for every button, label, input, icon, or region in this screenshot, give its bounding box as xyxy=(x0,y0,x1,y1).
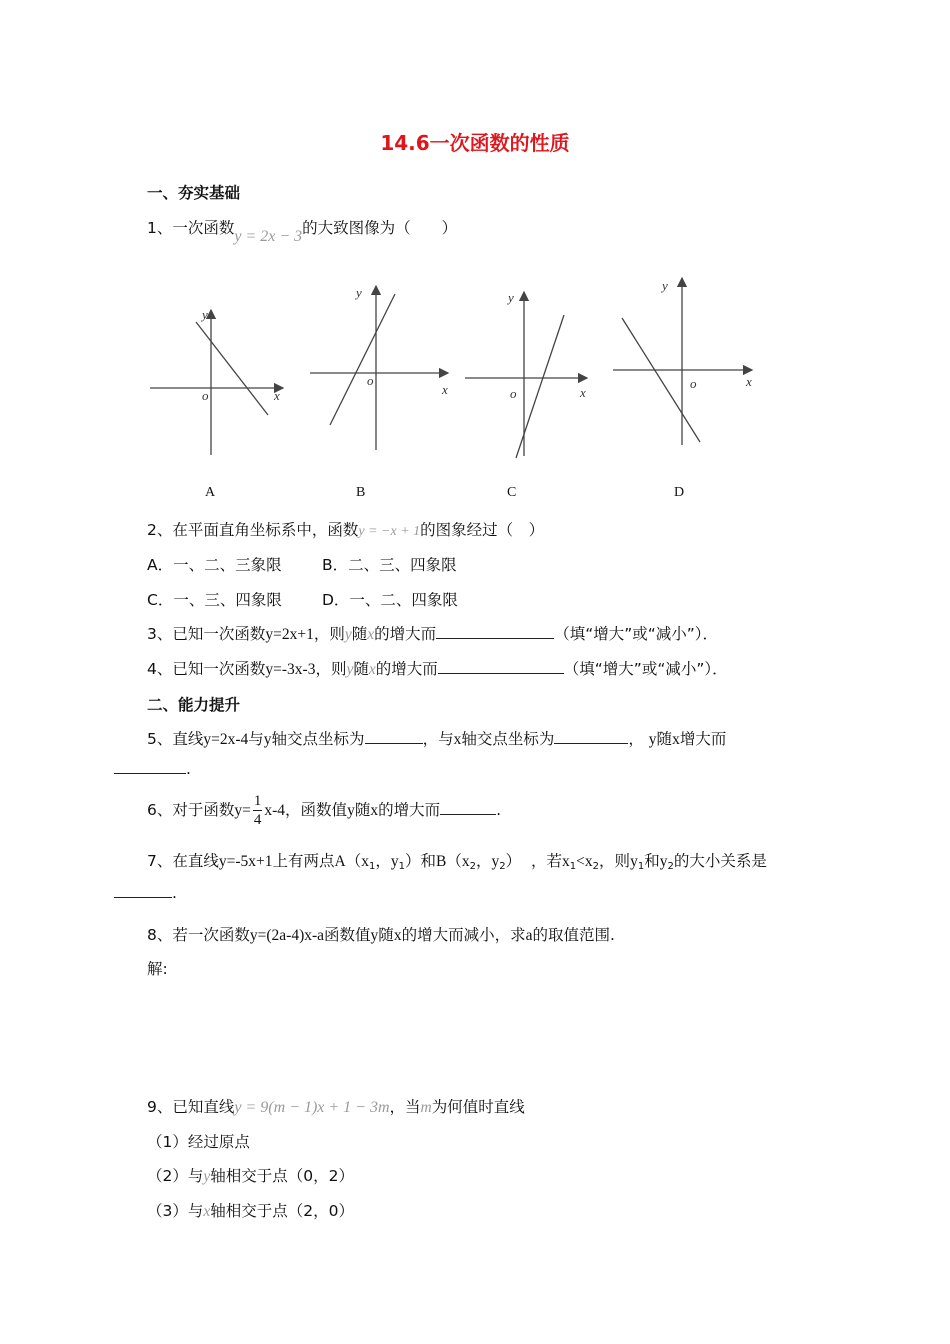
q7-sub: 1 xyxy=(369,861,376,872)
q7-sub: 1 xyxy=(398,861,406,872)
q1-formula: y = 2x − 3 xyxy=(234,228,303,245)
graph-c-line xyxy=(516,315,564,458)
graph-a xyxy=(150,307,283,455)
q8-text: 函数值 xyxy=(324,926,371,944)
graph-b-line xyxy=(330,294,395,425)
graph-d-x-label: x xyxy=(746,374,752,389)
question-2 xyxy=(147,518,544,540)
graph-d-y-label: y xyxy=(662,278,668,293)
graph-d-line xyxy=(622,318,700,442)
q5-blank-1[interactable] xyxy=(365,729,423,744)
graph-c-y-label: y xyxy=(508,290,514,305)
q7-point: A（x xyxy=(334,853,369,870)
q8-function: y=(2a-4)x-a xyxy=(249,927,325,944)
question-3 xyxy=(147,622,718,644)
q5-text: 随 xyxy=(656,730,673,748)
question-1 xyxy=(147,216,458,245)
q3-prefix: 3、已知一次函数 xyxy=(147,625,266,643)
q8-var: x xyxy=(393,927,402,944)
q7-var: y xyxy=(630,853,638,870)
question-6 xyxy=(147,792,501,829)
q5-var: y xyxy=(648,731,657,748)
q6-answer-blank[interactable] xyxy=(440,800,496,815)
q6-var: y xyxy=(347,802,355,819)
q4-function: y=-3x-3 xyxy=(265,661,316,678)
q9-part-3 xyxy=(147,1199,354,1221)
q4-text: 随 xyxy=(353,660,369,678)
q4-prefix: 4、已知一次函数 xyxy=(147,660,266,678)
graph-a-x-label: x xyxy=(274,388,280,403)
q8-text: 随 xyxy=(378,926,394,944)
q9-part-2-text: （2）与 xyxy=(147,1167,204,1185)
q9-formula: y = 9(m − 1)x + 1 − 3m xyxy=(234,1099,390,1116)
q9-part-2-var: y xyxy=(203,1168,211,1185)
q8-var: a xyxy=(525,927,533,944)
q7-var: x xyxy=(562,853,570,870)
q9-text: 为何值时直线 xyxy=(431,1098,525,1116)
graph-label-d: D xyxy=(674,485,685,500)
graph-label-c: C xyxy=(507,485,517,500)
q5-text: ，与 xyxy=(422,730,454,748)
q9-part-1: （1）经过原点 xyxy=(147,1133,250,1151)
q4-text: ，则 xyxy=(315,660,347,678)
q7-text: 和 xyxy=(644,852,660,870)
graph-c-origin: o xyxy=(510,386,517,401)
graph-b-y-label: y xyxy=(356,285,362,300)
graph-d-origin: o xyxy=(690,376,697,391)
q2-option-a: A．一、二、三象限 xyxy=(147,556,282,574)
q7-point: ，y xyxy=(476,853,500,870)
q1-prefix: 1、一次函数 xyxy=(147,219,235,237)
q4-var-y: y xyxy=(346,661,354,678)
q6-end: . xyxy=(496,801,502,819)
graph-c-x-label: x xyxy=(580,385,586,400)
q7-line-2 xyxy=(114,883,177,902)
q7-function: y=-5x+1 xyxy=(218,853,273,870)
q6-denominator: 4 xyxy=(253,812,262,828)
q3-text: ，则 xyxy=(313,625,345,643)
q7-sub: 1 xyxy=(569,861,577,872)
q5-text: 轴交点坐标为 xyxy=(271,730,365,748)
q7-var: y xyxy=(659,853,668,870)
question-5 xyxy=(147,727,726,749)
page-title: 14.6一次函数的性质 xyxy=(380,131,570,155)
graph-label-a: A xyxy=(205,485,216,500)
q8-text: 的取值范围. xyxy=(532,926,615,944)
q6-text: 随 xyxy=(354,801,371,819)
q5-function: y=2x-4 xyxy=(203,731,249,748)
q7-text: ，则 xyxy=(599,852,631,870)
q4-text: 的增大而 xyxy=(375,660,438,678)
q7-sub: 2 xyxy=(592,861,600,872)
q2-option-b: B．二、三、四象限 xyxy=(322,556,457,574)
q5-end: . xyxy=(186,760,191,778)
q6-text: ，函数值 xyxy=(285,801,348,819)
q3-text: 随 xyxy=(351,625,368,643)
q7-end: . xyxy=(172,884,177,902)
q9-part-2 xyxy=(147,1164,354,1186)
q4-answer-blank[interactable] xyxy=(438,659,564,674)
q7-var: <x xyxy=(576,853,593,870)
graph-b xyxy=(310,285,448,450)
q3-suffix: （填“增大”或“减小”）． xyxy=(554,625,719,643)
graph-d xyxy=(613,278,752,445)
question-7 xyxy=(147,849,767,872)
q7-text: 7、在直线 xyxy=(147,852,219,870)
q7-point: ，y xyxy=(375,853,399,870)
q9-part-3-var: x xyxy=(203,1203,211,1220)
q6-fraction xyxy=(253,792,263,829)
section-heading-basics: 一、夯实基础 xyxy=(147,184,241,202)
graph-a-y-label: y xyxy=(202,307,208,322)
q4-suffix: （填“增大”或“减小”）． xyxy=(563,660,728,678)
q5-var: x xyxy=(453,731,462,748)
q6-func-post: x-4 xyxy=(264,802,286,819)
q7-sub: 2 xyxy=(499,861,506,872)
q5-var: y xyxy=(263,731,272,748)
q8-var: y xyxy=(370,927,379,944)
q5-blank-3[interactable] xyxy=(114,759,186,774)
q5-text: 与 xyxy=(248,730,264,748)
q7-point: B（x xyxy=(436,853,470,870)
q9-var-m: m xyxy=(420,1099,432,1116)
graph-a-origin: o xyxy=(202,388,209,403)
q2-suffix: 的图象经过（ ） xyxy=(420,521,545,539)
q9-text: ，当 xyxy=(389,1098,421,1116)
q3-var-y: y xyxy=(344,626,352,643)
q3-answer-blank[interactable] xyxy=(436,624,554,639)
q7-sub: 2 xyxy=(469,861,477,872)
q7-point: ） xyxy=(505,852,522,870)
q6-func-pre: y= xyxy=(234,802,251,819)
q3-text: 的增大而 xyxy=(374,625,437,643)
q9-part-3-text: （3）与 xyxy=(147,1202,204,1220)
graph-b-x-label: x xyxy=(442,382,448,397)
graph-b-origin: o xyxy=(367,373,374,388)
graph-c xyxy=(465,290,587,458)
q5-text: 轴交点坐标为 xyxy=(461,730,555,748)
q7-sub: 1 xyxy=(637,861,645,872)
q6-text: 6、对于函数 xyxy=(147,801,235,819)
q5-line-2 xyxy=(114,759,191,778)
q8-text: 8、若一次函数 xyxy=(147,926,250,944)
graph-label-b: B xyxy=(356,485,366,500)
q7-sub: 2 xyxy=(667,861,674,872)
q7-text: 和 xyxy=(420,852,437,870)
q7-text: ，若 xyxy=(531,852,563,870)
q3-var-x: x xyxy=(367,626,375,643)
q2-option-c: C．一、三、四象限 xyxy=(147,591,282,609)
q2-option-d: D．一、二、四象限 xyxy=(322,591,458,609)
q2-prefix: 2、在平面直角坐标系中，函数 xyxy=(147,521,359,539)
q6-numerator: 1 xyxy=(253,793,262,809)
q9-part-3-text: 轴相交于点（2，0） xyxy=(210,1202,354,1220)
q9-text: 9、已知直线 xyxy=(147,1098,235,1116)
q7-point: ） xyxy=(405,852,421,870)
question-9 xyxy=(147,1095,525,1117)
q5-text: 增大而 xyxy=(679,730,727,748)
q6-var: x xyxy=(370,802,379,819)
q9-part-2-text: 轴相交于点（0，2） xyxy=(210,1167,354,1185)
q8-text: 的增大而减小，求 xyxy=(401,926,526,944)
q5-text: 5、直线 xyxy=(147,730,204,748)
q5-text: ， xyxy=(628,730,644,748)
answer-label: 解: xyxy=(147,960,168,978)
q6-text: 的增大而 xyxy=(378,801,441,819)
answer-graphs xyxy=(140,270,780,470)
q5-var: x xyxy=(672,731,680,748)
q3-function: y=2x+1 xyxy=(265,626,314,643)
q7-text: 的大小关系是 xyxy=(673,852,767,870)
q7-answer-blank[interactable] xyxy=(114,883,172,898)
section-heading-advanced: 二、能力提升 xyxy=(147,696,241,714)
question-4 xyxy=(147,657,728,679)
q7-text: 上有两点 xyxy=(272,852,335,870)
q1-suffix: 的大致图像为（ ） xyxy=(302,219,458,237)
q2-formula: y = −x + 1 xyxy=(358,524,421,539)
q5-blank-2[interactable] xyxy=(554,729,628,744)
question-8 xyxy=(147,923,615,945)
q4-var-x: x xyxy=(368,661,376,678)
